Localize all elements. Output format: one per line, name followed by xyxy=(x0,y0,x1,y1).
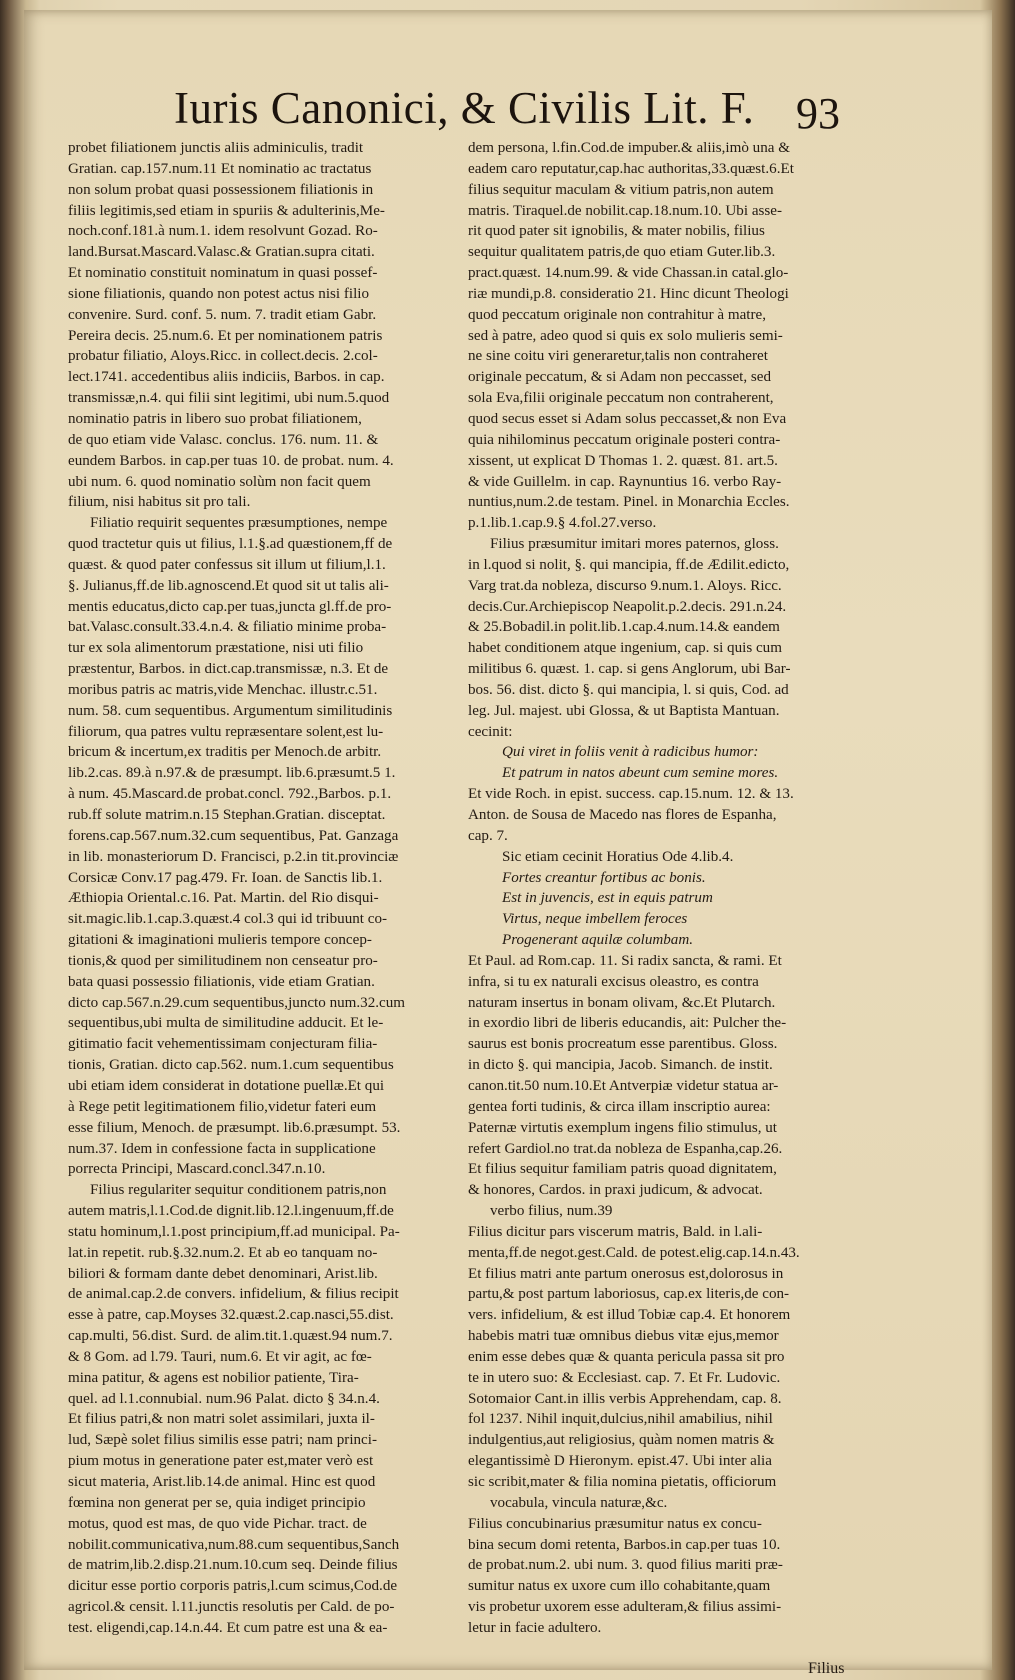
text-line: §. Julianus,ff.de lib.agnoscend.Et quod sit ut talis ali- xyxy=(68,577,389,594)
text-line: matris. Tiraquel.de nobilit.cap.18.num.10. Ubi asse- xyxy=(468,202,782,219)
text-line: lib.2.cas. 89.à n.97.& de præsumpt. lib.6.præsumt.5 1. xyxy=(68,765,396,782)
text-line: sicut materia, Arist.lib.14.de animal. Hinc est quod xyxy=(68,1474,376,1490)
text-line: esse filium, Menoch. de præsumpt. lib.6.præsumpt. 53. xyxy=(68,1119,401,1136)
text-line: agricol.& censit. l.11.junctis resolutis per Cald. de po- xyxy=(68,1599,395,1616)
text-line: dem persona, l.fin.Cod.de impuber.& aliis,imò una & xyxy=(468,140,790,156)
text-line: noch.conf.181.à num.1. idem resolvunt Gozad. Ro- xyxy=(68,223,378,240)
text-line: à num. 45.Mascard.de probat.concl. 792.,Barbos. p.1. xyxy=(68,786,392,803)
text-line: lat.in repetit. rub.§.32.num.2. Et ab eo tanquam no- xyxy=(68,1244,378,1261)
text-line: num. 58. cum sequentibus. Argumentum similitudinis xyxy=(68,702,393,719)
text-line: Et vide Roch. in epist. success. cap.15.num. 12. & 13. xyxy=(468,786,794,803)
text-line: xissent, ut explicat D Thomas 1. 2. quæst. 81. art.5. xyxy=(468,452,778,469)
text-line: quæst. & quod pater confessus sit illum ut filium,l.1. xyxy=(68,556,386,573)
text-line: p.1.lib.1.cap.9.§ 4.fol.27.verso. xyxy=(468,515,657,532)
page-title: Iuris Canonici, & Civilis Lit. F. xyxy=(174,83,755,133)
text-line: motus, quod est mas, de quo vide Pichar. tract. de xyxy=(68,1515,367,1532)
text-line: sed à patre, adeo quod si quis ex solo mulieris semi- xyxy=(468,327,783,344)
text-line: gitimatio facit vehementissimam conjecturam filia- xyxy=(68,1036,378,1053)
text-line: de quo etiam vide Valasc. conclus. 176. num. 11. & xyxy=(68,431,379,448)
text-line: in exordio libri de liberis educandis, ait: Pulcher the- xyxy=(468,1015,787,1032)
text-line: nominatio patris in libero suo probat filiationem, xyxy=(68,410,362,427)
text-line: menta,ff.de negot.gest.Cald. de potest.elig.cap.14.n.43. xyxy=(468,1244,800,1261)
text-line: sione filiationis, quando non potest actus nisi filio xyxy=(68,285,370,302)
text-line: dicitur esse portio corporis patris,l.cum scimus,Cod.de xyxy=(68,1578,398,1595)
text-line: de matrim,lib.2.disp.21.num.10.cum seq. Deinde filius xyxy=(68,1557,398,1574)
text-line: ubi etiam idem considerat in dotatione puellæ.Et qui xyxy=(68,1077,385,1094)
text-line: eadem caro reputatur,cap.hac authoritas,33.quæst.6.Et xyxy=(468,160,794,177)
text-line: naturam insertus in bonam olivam, &c.Et Plutarch. xyxy=(468,994,776,1011)
left-text-column xyxy=(68,138,493,1639)
text-line: cecinit: xyxy=(468,723,513,740)
text-line: & 25.Bobadil.in polit.lib.1.cap.4.num.14.& eandem xyxy=(468,619,780,636)
text-line: Paternæ virtutis exemplum ingens filio stimulus, ut xyxy=(468,1119,777,1136)
text-line: Filius concubinarius præsumitur natus ex concu- xyxy=(468,1515,762,1532)
text-line: fol 1237. Nihil inquit,dulcius,nihil amabilius, nihil xyxy=(468,1411,773,1428)
text-line: à Rege petit legitimationem filio,videtur fateri eum xyxy=(68,1098,377,1115)
text-line: in l.quod si nolit, §. qui mancipia, ff.de Ædilit.edicto, xyxy=(468,556,790,573)
text-line: pract.quæst. 14.num.99. & vide Chassan.in catal.glo- xyxy=(468,265,789,282)
text-line: Et filius sequitur familiam patris quoad dignitatem, xyxy=(468,1161,777,1178)
text-line: gitationi & imaginationi mulieris tempore concep- xyxy=(68,932,372,949)
text-line: Virtus, neque imbellem feroces xyxy=(502,911,688,928)
text-line: dicto cap.567.n.29.cum sequentibus,juncto num.32.cum xyxy=(68,994,406,1011)
text-line: quod secus esset si Adam solus peccasset,& non Eva xyxy=(468,410,787,427)
book-page xyxy=(24,10,992,1670)
text-line: bina secum domi retenta, Barbos.in cap.per tuas 10. xyxy=(468,1536,781,1553)
right-text-column xyxy=(468,138,896,1639)
text-line: bos. 56. dist. dicto §. qui mancipia, l. si quis, Cod. ad xyxy=(468,681,789,698)
text-line: Æthiopia Oriental.c.16. Pat. Martin. del Rio disqui- xyxy=(68,890,379,907)
text-line: bata quasi possessio filiationis, vide etiam Gratian. xyxy=(68,973,375,990)
text-line: Qui viret in foliis venit à radicibus humor: xyxy=(502,744,759,761)
text-line: filium, nisi habitus sit pro tali. xyxy=(68,494,251,511)
text-line: habet conditionem atque ingenium, cap. si quis cum xyxy=(468,640,782,657)
text-line: gentea forti tudinis, & circa illam inscriptio aurea: xyxy=(468,1098,771,1115)
text-line: riæ mundi,p.8. consideratio 21. Hinc dicunt Theologi xyxy=(468,285,789,302)
text-line: militibus 6. quæst. 1. cap. si gens Anglorum, ubi Bar- xyxy=(468,661,791,678)
text-line: Varg trat.da nobleza, discurso 9.num.1. Aloys. Ricc. xyxy=(468,577,782,594)
text-line: tur ex sola alimentorum præstatione, nisi uti filio xyxy=(68,640,364,657)
text-line: Progenerant aquilæ columbam. xyxy=(502,932,694,949)
text-line: habebis matri tuæ omnibus diebus vitæ ejus,memor xyxy=(468,1328,779,1345)
text-line: & honores, Cardos. in praxi judicum, & advocat. xyxy=(468,1182,763,1199)
text-line: biliori & formam dante debet denominari, Arist.lib. xyxy=(68,1265,378,1282)
text-line: in lib. monasteriorum D. Francisci, p.2.in tit.provinciæ xyxy=(68,848,399,865)
text-line: filiorum, qua patres vultu repræsentare solent,est lu- xyxy=(68,723,384,740)
text-line: lud, Sæpè solet filius similis esse patri; nam princi- xyxy=(68,1432,377,1449)
text-line: forens.cap.567.num.32.cum sequentibus, Pat. Ganzaga xyxy=(68,827,399,844)
text-line: mina patitur, & agens est nobilior patiente, Tira- xyxy=(68,1369,359,1386)
text-line: tionis,& quod per similitudinem non censeatur pro- xyxy=(68,952,378,969)
text-line: decis.Cur.Archiepiscop Neapolit.p.2.decis. 291.n.24. xyxy=(468,598,787,615)
text-line: Filius dicitur pars viscerum matris, Bald. in l.ali- xyxy=(468,1223,763,1240)
text-line: sic scribit,mater & filia nomina pietatis, officiorum xyxy=(468,1474,777,1490)
text-line: test. eligendi,cap.14.n.44. Et cum patre est una & ea- xyxy=(68,1619,388,1636)
text-line: autem matris,l.1.Cod.de dignit.lib.12.l.ingenuum,ff.de xyxy=(68,1203,394,1220)
text-line: Et Paul. ad Rom.cap. 11. Si radix sancta, & rami. Et xyxy=(468,952,782,969)
text-line: statu hominum,l.1.post principium,ff.ad municipal. Pa- xyxy=(68,1223,400,1240)
text-line: fœmina non generat per se, quia indiget principio xyxy=(68,1494,366,1511)
text-line: vis probetur uxorem esse adulteram,& filius assimi- xyxy=(468,1599,782,1616)
text-line: lect.1741. accedentibus aliis indiciis, Barbos. in cap. xyxy=(68,369,385,386)
text-line: te in utero suo: & Ecclesiast. cap. 7. Et Fr. Ludovic. xyxy=(468,1369,781,1386)
text-line: probet filiationem junctis aliis adminiculis, tradit xyxy=(68,140,364,156)
text-line: ne sine coitu viri generaretur,talis non contraheret xyxy=(468,348,768,365)
text-line: letur in facie adultero. xyxy=(468,1619,602,1636)
text-line: non solum probat quasi possessionem filiationis in xyxy=(68,181,374,198)
text-line: bat.Valasc.consult.33.4.n.4. & filiatio minime proba- xyxy=(68,619,387,636)
text-line: verbo filius, num.39 xyxy=(490,1203,613,1220)
text-line: convenire. Surd. conf. 5. num. 7. tradit etiam Gabr. xyxy=(68,306,377,323)
text-line: pium motus in generatione pater est,mater verò est xyxy=(68,1453,374,1470)
text-line: sumitur natus ex uxore cum illo cohabitante,quam xyxy=(468,1578,771,1595)
text-line: rit quod pater sit ignobilis, & mater nobilis, filius xyxy=(468,223,765,240)
text-line: nuntius,num.2.de testam. Pinel. in Monarchia Eccles. xyxy=(468,494,790,511)
text-line: de probat.num.2. ubi num. 3. quod filius mariti præ- xyxy=(468,1557,783,1574)
text-line: transmissæ,n.4. qui filii sint legitimi, ubi num.5.quod xyxy=(68,390,390,407)
text-line: sit.magic.lib.1.cap.3.quæst.4 col.3 qui id tribuunt co- xyxy=(68,911,388,928)
running-head xyxy=(24,74,992,144)
text-line: præstentur, Barbos. in dict.cap.transmissæ, n.3. Et de xyxy=(68,661,389,678)
text-line: cap.multi, 56.dist. Surd. de alim.tit.1.quæst.94 num.7. xyxy=(68,1328,393,1345)
text-line: filiis legitimis,sed etiam in spuriis & adulterinis,Me- xyxy=(68,202,385,219)
text-line: infra, si tu ex naturali excisus oleastro, es contra xyxy=(468,973,759,990)
text-line: Sic etiam cecinit Horatius Ode 4.lib.4. xyxy=(502,848,734,865)
text-line: rub.ff solute matrim.n.15 Stephan.Gratian. disceptat. xyxy=(68,807,386,823)
text-line: Corsicæ Conv.17 pag.479. Fr. Ioan. de Sanctis lib.1. xyxy=(68,869,383,886)
text-line: Filius regulariter sequitur conditionem patris,non xyxy=(90,1182,387,1199)
text-line: & 8 Gom. ad l.79. Tauri, num.6. Et vir agit, ac fœ- xyxy=(68,1348,372,1365)
text-line: Et filius patri,& non matri solet assimilari, juxta il- xyxy=(68,1411,375,1428)
catchword: Filius xyxy=(808,1660,845,1677)
text-line: probatur filiatio, Aloys.Ricc. in collect.decis. 2.col- xyxy=(68,348,378,365)
text-line: sola Eva,filii originale peccatum non contraherent, xyxy=(468,390,774,407)
text-line: elegantissimè D Hieronym. epist.47. Ubi inter alia xyxy=(468,1453,772,1470)
text-line: esse à patre, cap.Moyses 32.quæst.2.cap.nasci,55.dist. xyxy=(68,1307,394,1324)
text-line: leg. Jul. majest. ubi Glossa, & ut Baptista Mantuan. xyxy=(468,702,780,719)
text-line: Sotomaior Cant.in illis verbis Apprehendam, cap. 8. xyxy=(468,1390,782,1407)
text-line: filius sequitur maculam & vitium patris,non autem xyxy=(468,181,774,198)
text-line: Pereira decis. 25.num.6. Et per nominationem patris xyxy=(68,327,383,344)
text-line: quod peccatum originale non contrahitur à matre, xyxy=(468,306,766,323)
text-line: vers. infidelium, & est illud Tobiæ cap.4. Et honorem xyxy=(468,1307,791,1324)
text-line: enim esse debes quæ & quanta pericula passa sit pro xyxy=(468,1348,785,1365)
text-line: mentis educatus,dicto cap.per tuas,juncta gl.ff.de pro- xyxy=(68,598,392,615)
text-line: Et patrum in natos abeunt cum semine mores. xyxy=(502,765,779,782)
text-line: cap. 7. xyxy=(468,827,508,844)
text-line: quia nihilominus peccatum originale posteri contra- xyxy=(468,431,781,448)
text-line: Fortes creantur fortibus ac bonis. xyxy=(502,869,706,886)
text-line: bricum & incertum,ex traditis per Menoch.de arbitr. xyxy=(68,744,382,761)
text-line: Anton. de Sousa de Macedo nas flores de Espanha, xyxy=(468,807,777,823)
page-number: 93 xyxy=(796,89,840,138)
text-line: Et nominatio constituit nominatum in quasi possef- xyxy=(68,265,378,282)
text-line: tionis, Gratian. dicto cap.562. num.1.cum sequentibus xyxy=(68,1057,394,1074)
text-line: canon.tit.50 num.10.Et Antverpiæ videtur statua ar- xyxy=(468,1077,779,1094)
text-line: moribus patris ac matris,vide Menchac. illustr.c.51. xyxy=(68,681,378,698)
text-line: nobilit.communicativa,num.88.cum sequentibus,Sanch xyxy=(68,1536,400,1553)
text-line: vocabula, vincula naturæ,&c. xyxy=(490,1494,668,1511)
text-line: partu,& post partum laboriosus, cap.ex literis,de con- xyxy=(468,1286,790,1303)
text-line: quel. ad l.1.connubial. num.96 Palat. dicto § 34.n.4. xyxy=(68,1390,380,1407)
text-line: Est in juvencis, est in equis patrum xyxy=(502,890,713,907)
text-line: & vide Guillelm. in cap. Raynuntius 16. verbo Ray- xyxy=(468,473,782,490)
text-line: porrecta Principi, Mascard.concl.347.n.10. xyxy=(68,1161,326,1178)
text-line: sequitur qualitatem patris,de quo etiam Guter.lib.3. xyxy=(468,244,776,261)
text-line: de animal.cap.2.de convers. infidelium, & filius recipit xyxy=(68,1286,399,1303)
text-line: Gratian. cap.157.num.11 Et nominatio ac tractatus xyxy=(68,160,372,177)
text-line: Filius præsumitur imitari mores paternos, gloss. xyxy=(490,536,779,553)
text-line: Filiatio requirit sequentes præsumptiones, nempe xyxy=(90,515,388,532)
text-line: quod tractetur quis ut filius, l.1.§.ad quæstionem,ff de xyxy=(68,536,393,553)
text-line: in dicto §. qui mancipia, Jacob. Simanch. de instit. xyxy=(468,1057,773,1074)
text-line: sequentibus,ubi multa de similitudine adducit. Et le- xyxy=(68,1015,384,1032)
text-line: eundem Barbos. in cap.per tuas 10. de probat. num. 4. xyxy=(68,452,394,469)
text-line: num.37. Idem in confessione facta in supplicatione xyxy=(68,1140,376,1157)
text-line: saurus est bonis procreatum esse parentibus. Gloss. xyxy=(468,1036,778,1053)
text-line: refert Gardiol.no trat.da nobleza de Espanha,cap.26. xyxy=(468,1140,783,1157)
text-line: originale peccatum, & si Adam non peccasset, sed xyxy=(468,369,772,386)
text-line: ubi num. 6. quod nominatio solùm non facit quem xyxy=(68,473,371,490)
text-line: Et filius matri ante partum onerosus est,dolorosus in xyxy=(468,1265,784,1282)
text-line: indulgentius,aut religiosius, quàm nomen matris & xyxy=(468,1432,775,1449)
text-line: land.Bursat.Mascard.Valasc.& Gratian.supra citati. xyxy=(68,244,375,261)
